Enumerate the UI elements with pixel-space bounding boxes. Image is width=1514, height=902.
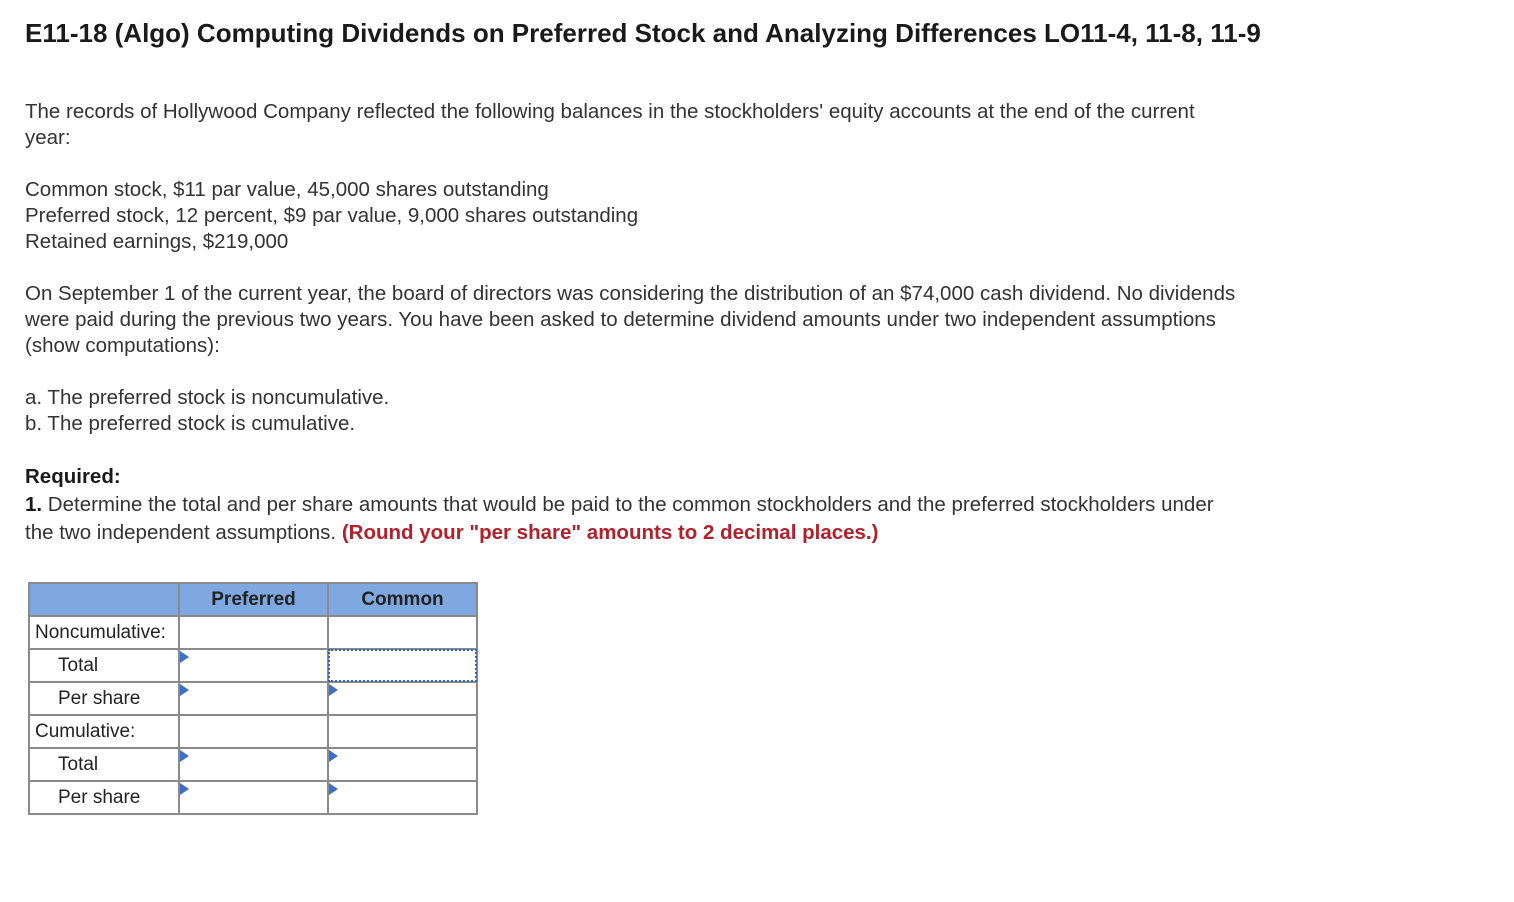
scenario-line-1: On September 1 of the current year, the board of directors was considering the distribution of an $74,000 cash dividend. No dividends xyxy=(25,282,1236,305)
nc-per-share-label: Per share xyxy=(29,682,179,715)
balance-retained-earnings: Retained earnings, $219,000 xyxy=(25,230,289,253)
c-per-share-preferred-input[interactable] xyxy=(180,782,327,813)
table-row xyxy=(29,649,477,682)
nc-total-common-cell xyxy=(328,649,477,682)
rounding-note: (Round your "per share" amounts to 2 decimal places.) xyxy=(341,521,879,544)
scenario-line-3: (show computations): xyxy=(25,334,220,357)
nc-total-preferred-cell xyxy=(179,649,328,682)
required-text-1: Determine the total and per share amounts that would be paid to the common stockholders and the preferred stockholders under xyxy=(42,493,1214,516)
nc-per-share-common-input[interactable] xyxy=(329,683,476,714)
nc-total-common-input[interactable] xyxy=(329,650,476,681)
nc-per-share-common-cell xyxy=(328,682,477,715)
nc-total-label: Total xyxy=(29,649,179,682)
required-text-2: the two independent assumptions. xyxy=(25,521,342,544)
header-blank xyxy=(29,583,179,616)
nc-per-share-preferred-input[interactable] xyxy=(180,683,327,714)
required-item-1-cont xyxy=(25,519,1445,547)
balances-list xyxy=(25,177,1425,255)
c-per-share-preferred-cell xyxy=(179,781,328,814)
c-total-label: Total xyxy=(29,748,179,781)
intro-paragraph xyxy=(25,99,1425,151)
nc-per-share-preferred-cell xyxy=(179,682,328,715)
c-per-share-common-input[interactable] xyxy=(329,782,476,813)
c-total-common-cell xyxy=(328,748,477,781)
dividend-answer-table xyxy=(28,582,478,815)
table-header-row xyxy=(29,583,477,616)
table-row xyxy=(29,781,477,814)
balance-common-stock: Common stock, $11 par value, 45,000 shares outstanding xyxy=(25,178,549,201)
assumption-b: b. The preferred stock is cumulative. xyxy=(25,412,356,435)
cumulative-label: Cumulative: xyxy=(29,715,179,748)
nc-blank-preferred xyxy=(179,616,328,649)
c-blank-preferred xyxy=(179,715,328,748)
c-per-share-label: Per share xyxy=(29,781,179,814)
c-total-preferred-cell xyxy=(179,748,328,781)
table-row xyxy=(29,715,477,748)
table-row xyxy=(29,748,477,781)
nc-blank-common xyxy=(328,616,477,649)
assumptions-list xyxy=(25,385,1425,437)
required-heading: Required: xyxy=(25,465,121,488)
scenario-line-2: were paid during the previous two years. You have been asked to determine dividend amounts under two independent assumptions xyxy=(25,308,1216,331)
header-common: Common xyxy=(328,583,477,616)
required-number: 1. xyxy=(25,493,43,516)
c-per-share-common-cell xyxy=(328,781,477,814)
table-row xyxy=(29,682,477,715)
noncumulative-label: Noncumulative: xyxy=(29,616,179,649)
intro-line-1: The records of Hollywood Company reflected the following balances in the stockholders' equity accounts at the end of the current xyxy=(25,100,1195,123)
table-row xyxy=(29,616,477,649)
required-section xyxy=(25,463,1445,547)
balance-preferred-stock: Preferred stock, 12 percent, $9 par value, 9,000 shares outstanding xyxy=(25,204,639,227)
nc-total-preferred-input[interactable] xyxy=(180,650,327,681)
c-total-preferred-input[interactable] xyxy=(180,749,327,780)
assumption-a: a. The preferred stock is noncumulative. xyxy=(25,386,390,409)
page-title: E11-18 (Algo) Computing Dividends on Preferred Stock and Analyzing Differences LO11-4, 11-8, 11-9 xyxy=(25,18,1261,48)
required-item-1 xyxy=(25,491,1445,519)
c-blank-common xyxy=(328,715,477,748)
header-preferred: Preferred xyxy=(179,583,328,616)
c-total-common-input[interactable] xyxy=(329,749,476,780)
intro-line-2: year: xyxy=(25,126,71,149)
scenario-paragraph xyxy=(25,281,1465,359)
